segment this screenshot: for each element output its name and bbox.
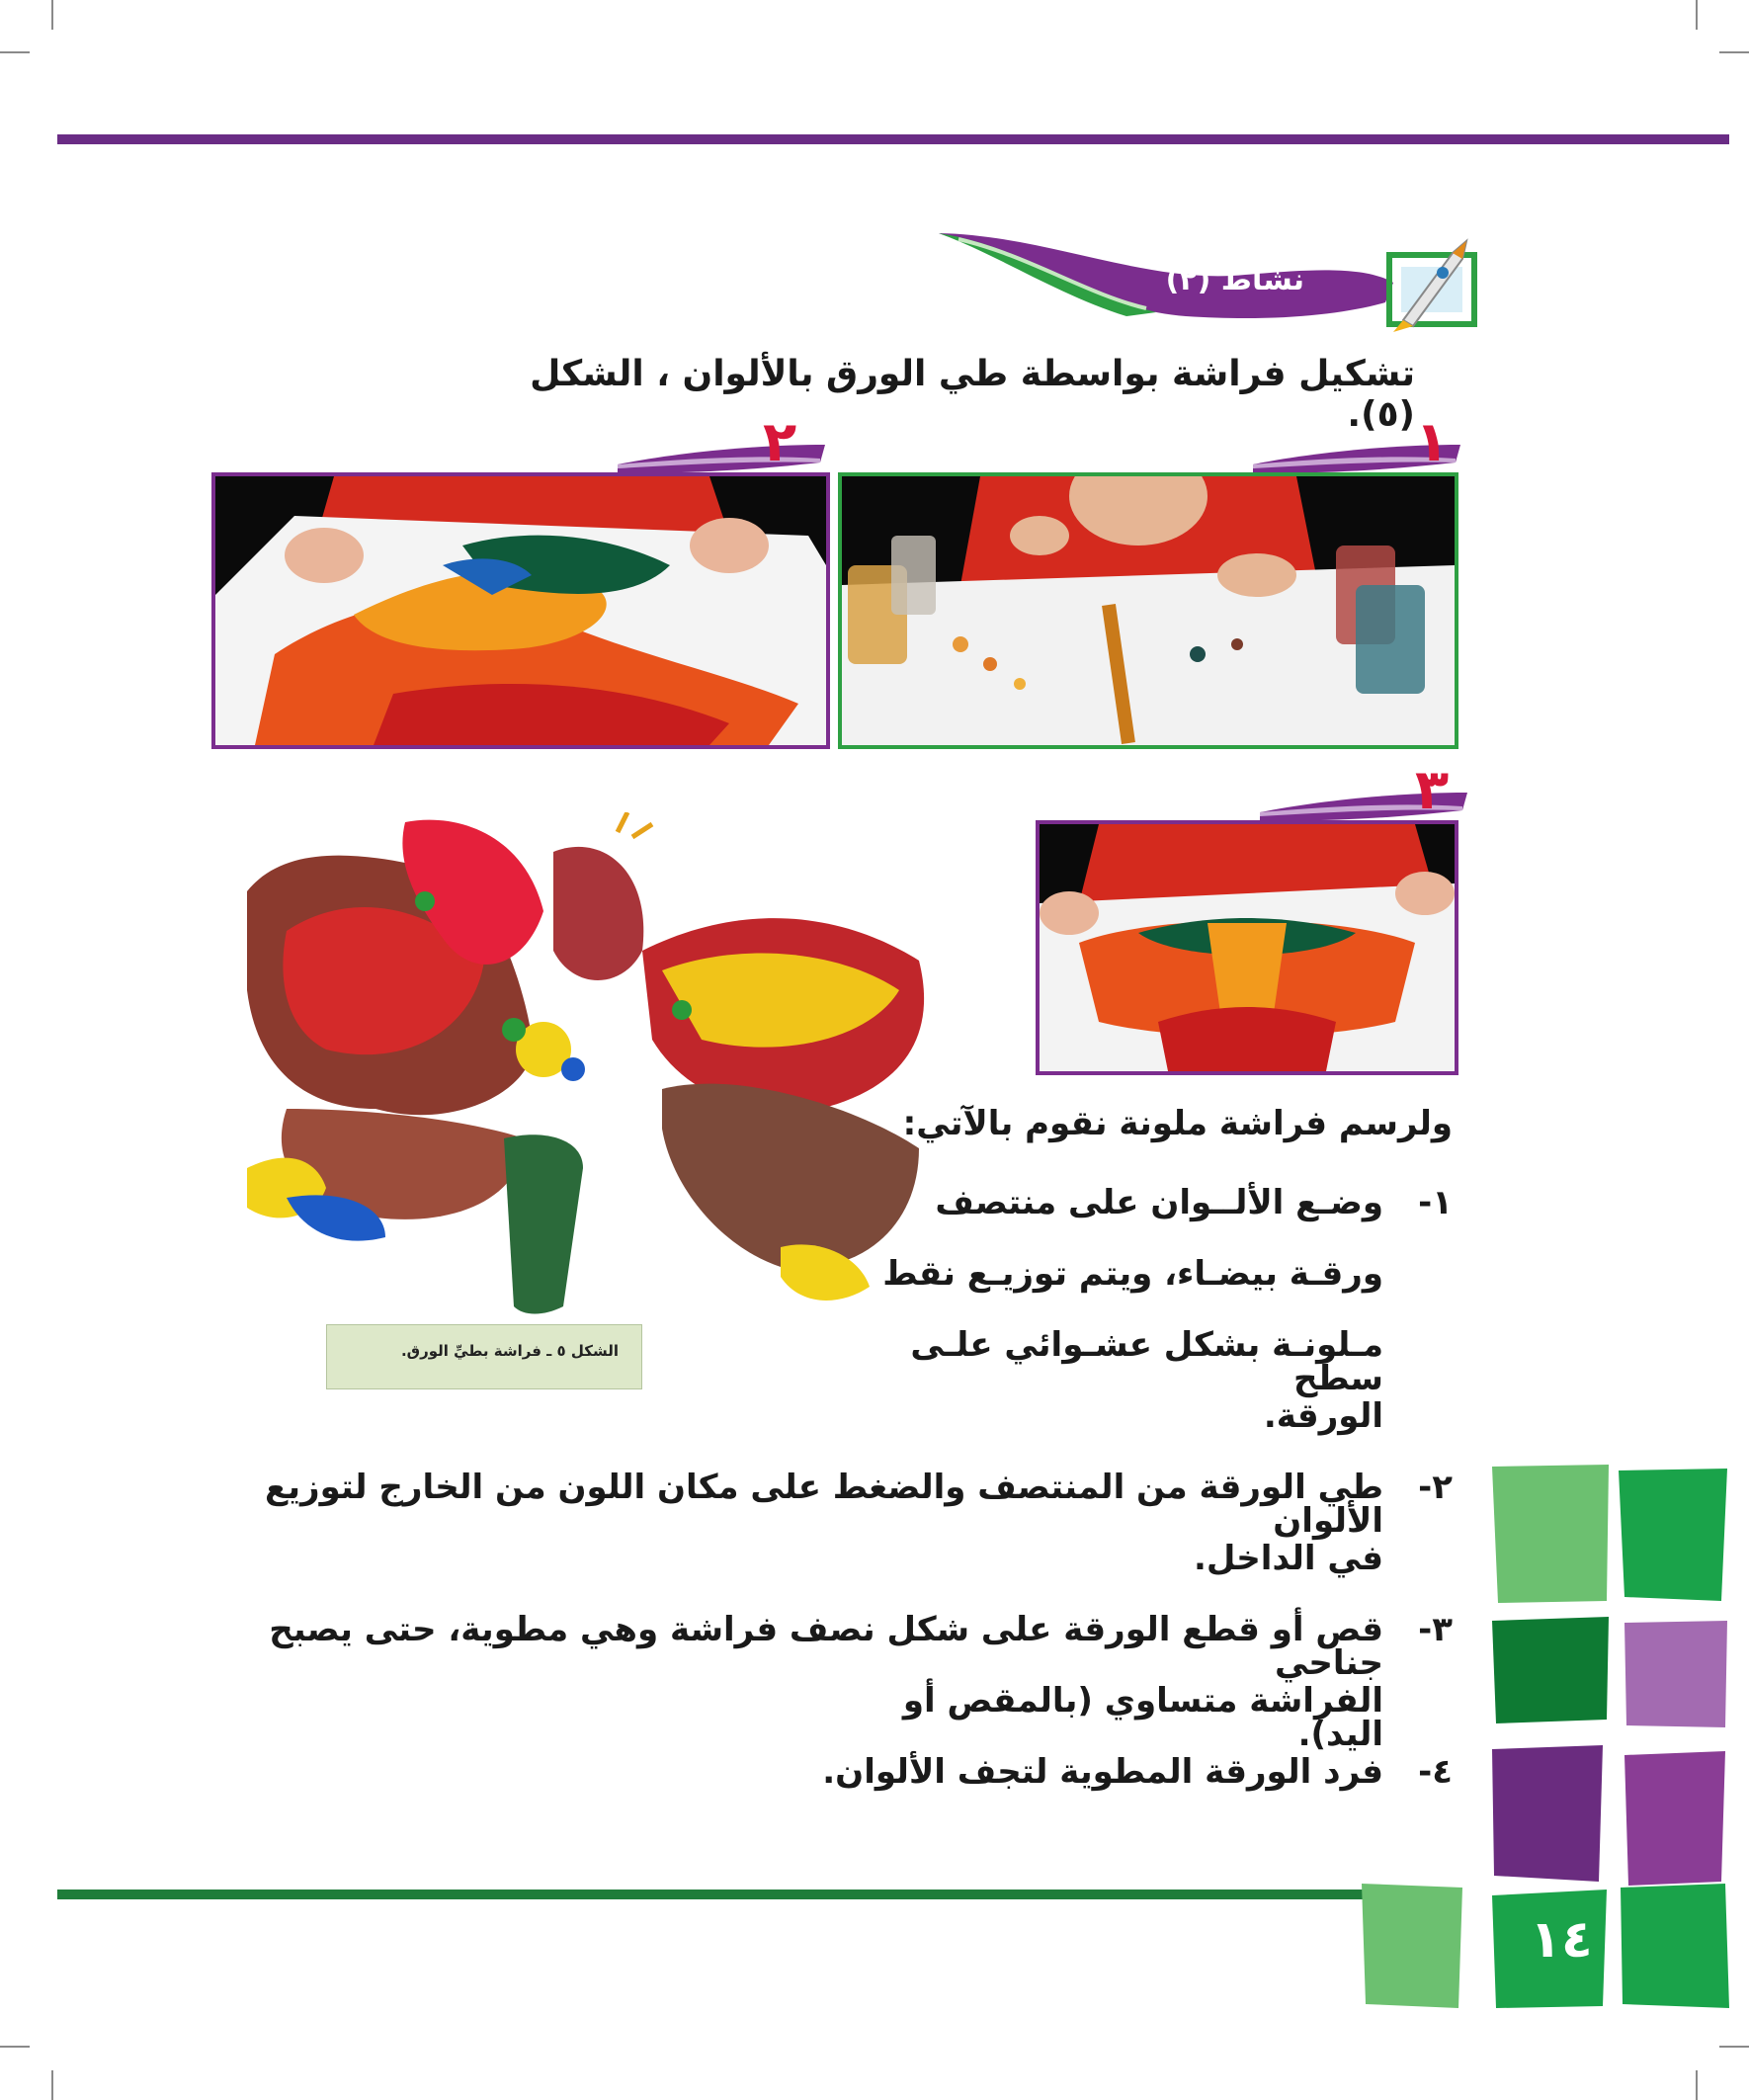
lead-text: ولرسم فراشة ملونة نقوم بالآتي: [902,1104,1453,1143]
intro-text: تشكيل فراشة بواسطة طي الورق بالألوان ، الشكل (٥). [530,354,1415,435]
item-3-line: قص أو قطع الورقة على شكل نصف فراشة وهي مطوية، حتى يصبح جناحي [269,1610,1383,1683]
item-3-line: الفراشة متساوي (بالمقص أو اليد). [902,1681,1383,1754]
item-1-line: ورقـة بيضـاء، ويتم توزيـع نقط [882,1254,1383,1294]
butterfly-image [227,812,939,1326]
item-4-line: فرد الورقة المطوية لتجف الألوان. [822,1752,1383,1792]
item-number: ٤- [1418,1752,1453,1792]
item-number: ٢- [1418,1468,1453,1507]
item-number: ٣- [1418,1610,1453,1649]
step-number: ١ [1415,410,1450,474]
step-number: ٢ [763,410,797,474]
bottom-rule [57,1890,1370,1899]
crop-mark [0,51,30,53]
rocket-icon [1383,233,1482,337]
page-number: ١٤ [1530,1910,1593,1970]
step-number: ٣ [1415,758,1450,822]
crop-mark [51,2070,53,2100]
photo-step-1 [838,472,1458,749]
item-1-line: مـلونـة بشكل عشـوائي علـى سطح [910,1325,1383,1398]
crop-mark [51,0,53,30]
item-1-line: الورقة. [1263,1396,1383,1436]
top-rule [57,134,1729,144]
crop-mark [0,2046,30,2048]
activity-title: نشاط (٢) [1165,263,1304,297]
crop-mark [1696,0,1698,30]
crop-mark [1719,51,1749,53]
photo-step-2 [211,472,830,749]
figure-caption: الشكل ٥ ـ فراشة بطيِّ الورق. [400,1342,619,1360]
item-2-line: في الداخل. [1194,1539,1383,1578]
item-1-line: وضـع الألــوان على منتصف [935,1183,1383,1222]
item-2-line: طي الورقة من المنتصف والضغط على مكان اللون من الخارج لتوزيع الألوان [265,1468,1383,1541]
decorative-tiles [1354,1463,1749,2100]
photo-step-3 [1036,820,1458,1075]
item-number: ١- [1418,1183,1453,1222]
